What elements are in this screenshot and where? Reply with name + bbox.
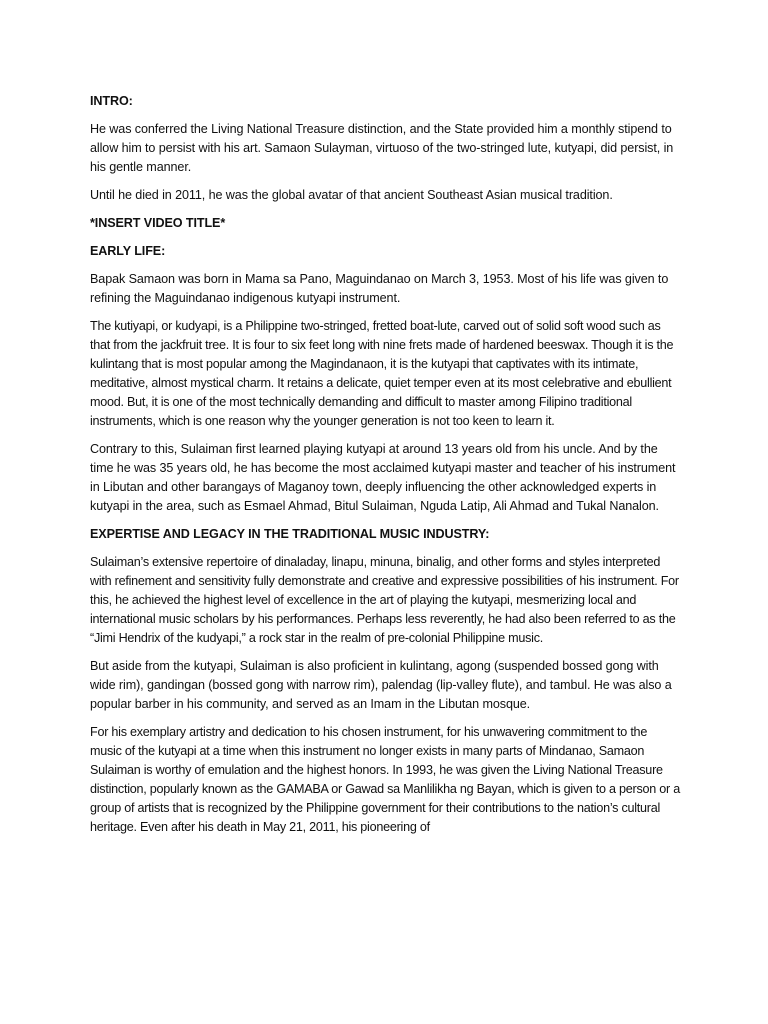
video-title-placeholder: *INSERT VIDEO TITLE*: [90, 216, 226, 230]
early-life-paragraph-2: The kutiyapi, or kudyapi, is a Philippine two-stringed, fretted boat-lute, carved out of solid soft wood such as that from the jackfruit tree. It is four to six feet long with nine frets made of hardened beeswax. Though it is the kulintang that is most popular among the Magindanaon, it is the kutyapi that captivates with its intimate, meditative, almost mystical charm. It retains a delicate, quiet temper even at its most celebrative and ebullient mood. But, it is one of the most technically demanding and difficult to master among Filipino traditional instruments, which is one reason why the younger generation is not too keen to learn it.: [90, 319, 674, 428]
early-life-heading: EARLY LIFE:: [90, 244, 166, 258]
intro-paragraph-1: He was conferred the Living National Treasure distinction, and the State provided him a monthly stipend to allow him to persist with his art. Samaon Sulayman, virtuoso of the two-stringed lute, kutyapi, did persist, in his gentle manner.: [90, 122, 674, 174]
intro-heading: INTRO:: [90, 94, 133, 108]
early-life-paragraph-1: Bapak Samaon was born in Mama sa Pano, Maguindanao on March 3, 1953. Most of his life was given to refining the Maguindanao indigenous kutyapi instrument.: [90, 272, 669, 305]
expertise-paragraph-1: Sulaiman’s extensive repertoire of dinaladay, linapu, minuna, binalig, and other forms and styles interpreted with refinement and sensitivity fully demonstrate and creative and expressive possibilities of his instrument. For this, he achieved the highest level of excellence in the art of playing the kutyapi, mesmerizing local and international music scholars by his performances. Perhaps less reverently, he had also been referred to as the “Jimi Hendrix of the kudyapi,” a rock star in the realm of pre-colonial Philippine music.: [90, 555, 679, 645]
intro-paragraph-2: Until he died in 2011, he was the global avatar of that ancient Southeast Asian musical tradition.: [90, 188, 613, 202]
expertise-paragraph-2: But aside from the kutyapi, Sulaiman is also proficient in kulintang, agong (suspended bossed gong with wide rim), gandingan (bossed gong with narrow rim), palendag (lip-valley flute), and tambul. He was also a popular barber in his community, and served as an Imam in the Libutan mosque.: [90, 659, 672, 711]
early-life-paragraph-3: Contrary to this, Sulaiman first learned playing kutyapi at around 13 years old from his uncle. And by the time he was 35 years old, he has become the most acclaimed kutyapi master and teacher of his instrument in Libutan and other barangays of Maganoy town, deeply influencing the other acknowledged experts in kutyapi in the area, such as Esmael Ahmad, Bitul Sulaiman, Nguda Latip, Ali Ahmad and Tukal Nanalon.: [90, 442, 676, 513]
expertise-paragraph-3: For his exemplary artistry and dedication to his chosen instrument, for his unwavering commitment to the music of the kutyapi at a time when this instrument no longer exists in many parts of Mindanao, Samaon Sulaiman is worthy of emulation and the highest honors. In 1993, he was given the Living National Treasure distinction, popularly known as the GAMABA or Gawad sa Manlilikha ng Bayan, which is given to a person or a group of artists that is recognized by the Philippine government for their contributions to the nation’s cultural heritage. Even after his death in May 21, 2011, his pioneering of: [90, 725, 680, 834]
document-page: [90, 92, 680, 846]
expertise-heading: EXPERTISE AND LEGACY IN THE TRADITIONAL MUSIC INDUSTRY:: [90, 527, 490, 541]
